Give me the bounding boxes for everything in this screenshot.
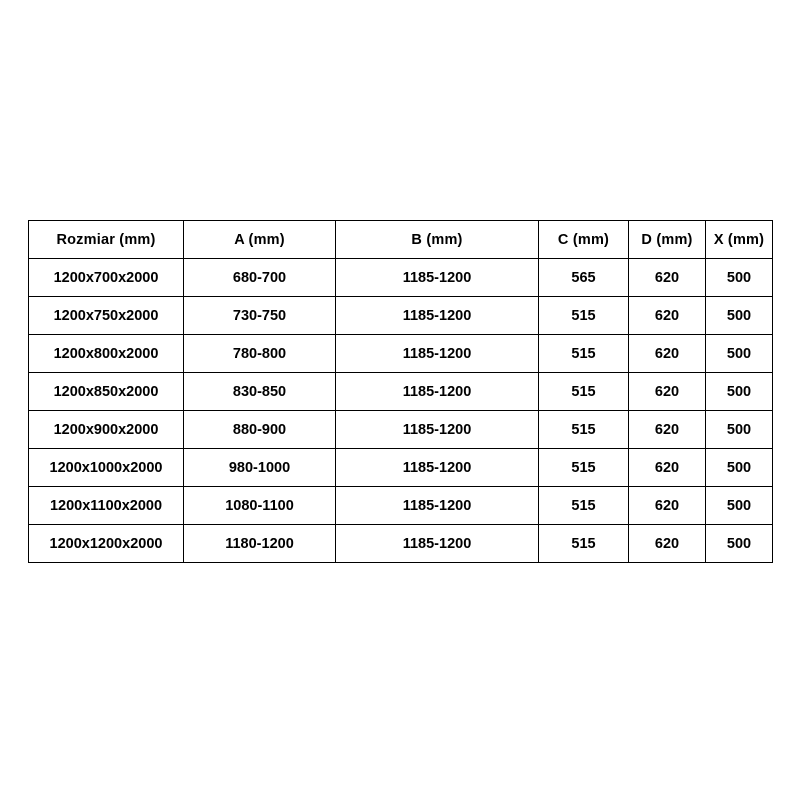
cell-x: 500 xyxy=(706,335,773,373)
cell-d: 620 xyxy=(629,259,706,297)
cell-a: 1080-1100 xyxy=(184,487,336,525)
cell-size: 1200x700x2000 xyxy=(29,259,184,297)
table-body xyxy=(29,259,773,563)
column-header-d: D (mm) xyxy=(629,221,706,259)
cell-a: 730-750 xyxy=(184,297,336,335)
cell-d: 620 xyxy=(629,335,706,373)
cell-b: 1185-1200 xyxy=(336,335,539,373)
table-row xyxy=(29,297,773,335)
size-table-container xyxy=(28,220,772,563)
cell-a: 830-850 xyxy=(184,373,336,411)
table-row xyxy=(29,259,773,297)
cell-a: 780-800 xyxy=(184,335,336,373)
cell-d: 620 xyxy=(629,449,706,487)
cell-b: 1185-1200 xyxy=(336,487,539,525)
table-row xyxy=(29,411,773,449)
cell-d: 620 xyxy=(629,525,706,563)
table-header-row xyxy=(29,221,773,259)
column-header-x: X (mm) xyxy=(706,221,773,259)
column-header-c: C (mm) xyxy=(539,221,629,259)
cell-x: 500 xyxy=(706,259,773,297)
cell-d: 620 xyxy=(629,297,706,335)
cell-b: 1185-1200 xyxy=(336,297,539,335)
cell-size: 1200x1200x2000 xyxy=(29,525,184,563)
cell-a: 680-700 xyxy=(184,259,336,297)
table-row xyxy=(29,449,773,487)
table-row xyxy=(29,525,773,563)
size-table xyxy=(28,220,773,563)
column-header-b: B (mm) xyxy=(336,221,539,259)
cell-size: 1200x900x2000 xyxy=(29,411,184,449)
cell-c: 515 xyxy=(539,335,629,373)
cell-b: 1185-1200 xyxy=(336,525,539,563)
table-row xyxy=(29,487,773,525)
cell-a: 1180-1200 xyxy=(184,525,336,563)
table-row xyxy=(29,373,773,411)
cell-b: 1185-1200 xyxy=(336,373,539,411)
table-header xyxy=(29,221,773,259)
cell-b: 1185-1200 xyxy=(336,259,539,297)
cell-b: 1185-1200 xyxy=(336,411,539,449)
cell-size: 1200x800x2000 xyxy=(29,335,184,373)
cell-d: 620 xyxy=(629,411,706,449)
cell-a: 980-1000 xyxy=(184,449,336,487)
cell-c: 515 xyxy=(539,373,629,411)
cell-size: 1200x850x2000 xyxy=(29,373,184,411)
cell-d: 620 xyxy=(629,373,706,411)
cell-x: 500 xyxy=(706,373,773,411)
cell-c: 515 xyxy=(539,297,629,335)
cell-c: 515 xyxy=(539,487,629,525)
cell-d: 620 xyxy=(629,487,706,525)
cell-a: 880-900 xyxy=(184,411,336,449)
column-header-a: A (mm) xyxy=(184,221,336,259)
cell-size: 1200x1100x2000 xyxy=(29,487,184,525)
cell-size: 1200x1000x2000 xyxy=(29,449,184,487)
cell-c: 515 xyxy=(539,411,629,449)
cell-x: 500 xyxy=(706,411,773,449)
cell-size: 1200x750x2000 xyxy=(29,297,184,335)
cell-x: 500 xyxy=(706,487,773,525)
cell-c: 515 xyxy=(539,449,629,487)
cell-b: 1185-1200 xyxy=(336,449,539,487)
cell-c: 515 xyxy=(539,525,629,563)
cell-c: 565 xyxy=(539,259,629,297)
cell-x: 500 xyxy=(706,449,773,487)
table-row xyxy=(29,335,773,373)
cell-x: 500 xyxy=(706,297,773,335)
cell-x: 500 xyxy=(706,525,773,563)
column-header-size: Rozmiar (mm) xyxy=(29,221,184,259)
